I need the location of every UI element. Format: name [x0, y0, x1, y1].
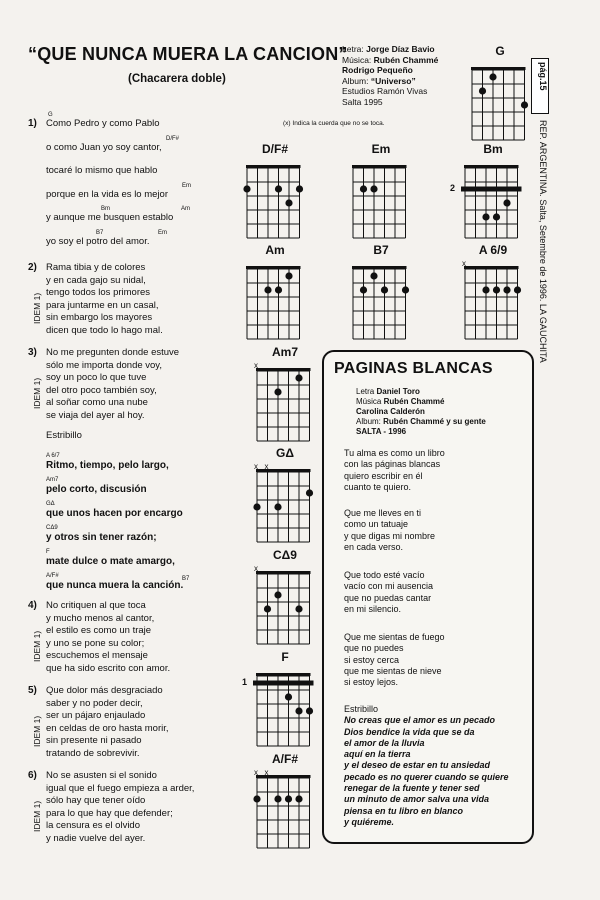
- credit-value: Rodrigo Pequeño: [342, 65, 413, 75]
- chord-name: Am7: [271, 345, 298, 359]
- estribillo-line: Ritmo, tiempo, pelo largo,: [46, 459, 169, 471]
- credit-label: Letra: [356, 387, 375, 396]
- idem-label: IDEM 1): [32, 377, 42, 409]
- chord-grid: [346, 261, 416, 341]
- chord-grid: [240, 160, 310, 240]
- lyric-line: yo soy el potro del amor.: [46, 235, 150, 247]
- chord-dot: [296, 185, 303, 192]
- lyric-line: saber y no poder decir,: [46, 697, 143, 709]
- paginas-blancas-box: [322, 350, 534, 844]
- paginas-line: Que todo esté vacío: [344, 570, 425, 580]
- lyric-line: y nadie vuelve del ayer.: [46, 832, 146, 844]
- chord-marker: Em: [182, 182, 191, 189]
- chord-dot: [493, 213, 500, 220]
- verse-number: 6): [28, 770, 37, 781]
- muted-string-mark: x: [254, 462, 258, 471]
- lyric-line: se viaja del ayer al hoy.: [46, 409, 145, 421]
- credit-label: Música: [356, 397, 382, 406]
- chord-diagram: [450, 142, 528, 242]
- paginas-line: Que me sientas de fuego: [344, 632, 445, 642]
- lyric-line: para juntarme en un casal,: [46, 299, 159, 311]
- chord-grid: [240, 261, 310, 341]
- magazine-strip: REP. ARGENTINA. Salta, Setembre de 1996. LA GAUCHITA: [538, 120, 548, 363]
- chord-dot: [274, 388, 281, 395]
- chord-diagram: [250, 345, 320, 445]
- lyric-line: igual que el fuego empieza a arder,: [46, 782, 195, 794]
- chord-name: F: [281, 650, 289, 664]
- chord-name: D/F#: [261, 142, 288, 156]
- chord-grid: [465, 62, 535, 142]
- chord-marker: B7: [182, 575, 190, 582]
- verse-number: 3): [28, 347, 37, 358]
- chord-dot: [503, 286, 510, 293]
- chord-dot: [381, 286, 388, 293]
- chord-dot: [285, 795, 292, 802]
- chord-dot: [295, 795, 302, 802]
- chord-dot: [482, 213, 489, 220]
- chord-dot: [493, 286, 500, 293]
- estribillo-line: mate dulce o mate amargo,: [46, 555, 175, 567]
- chord-diagram: [458, 243, 528, 343]
- muted-string-mark: x: [254, 768, 258, 777]
- chord-dot: [360, 286, 367, 293]
- chord-dot: [274, 795, 281, 802]
- paginas-title: PAGINAS BLANCAS: [334, 360, 493, 377]
- lyric-line: Rama tibia y de colores: [46, 262, 146, 273]
- chord-dot: [295, 374, 302, 381]
- credit-value: Estudios Ramón Vivas: [342, 86, 428, 96]
- chord-diagram: [250, 752, 320, 852]
- chord-dot: [285, 272, 292, 279]
- paginas-line: Que me lleves en ti: [344, 508, 422, 518]
- chord-diagram: [250, 548, 320, 648]
- credit-value: Jorge Díaz Bavio: [366, 44, 435, 54]
- paginas-estribillo-line: un minuto de amor salva una vida: [344, 794, 490, 805]
- paginas-estribillo-line: aquí en la tierra: [344, 749, 411, 760]
- lyric-line: y en cada gajo su nidal,: [46, 274, 146, 286]
- chord-grid: [250, 770, 320, 850]
- verse-number: 5): [28, 685, 37, 696]
- lyric-line: escuchemos el mensaje: [46, 650, 148, 662]
- lyric-line: tocaré lo mismo que hablo: [46, 165, 158, 176]
- chord-grid: [250, 363, 320, 443]
- lyric-line: soy un poco lo que tuve: [46, 372, 147, 384]
- paginas-line: cuanto te quiero.: [344, 481, 412, 492]
- chord-dot: [295, 707, 302, 714]
- paginas-line: con las páginas blancas: [344, 459, 441, 470]
- chord-marker: Em: [158, 229, 167, 236]
- chord-marker: Am: [181, 206, 190, 212]
- chord-marker: A 6/7: [46, 452, 60, 459]
- idem-label: IDEM 1): [32, 292, 42, 324]
- chord-grid: [250, 566, 320, 646]
- paginas-estribillo-line: piensa en tu libro en blanco: [344, 805, 464, 816]
- chord-diagram: [240, 243, 310, 343]
- chord-diagram: [250, 446, 320, 546]
- muted-string-mark: x: [264, 768, 269, 777]
- chord-diagram: [346, 142, 416, 242]
- paginas-stanza: [344, 570, 433, 615]
- credit-value: Salta 1995: [342, 96, 383, 107]
- paginas-stanza: [344, 632, 445, 688]
- lyric-line: sólo hay que tener oído: [46, 795, 146, 807]
- chord-dot: [479, 87, 486, 94]
- paginas-estribillo-line: el amor de la lluvia: [344, 737, 425, 748]
- credit-value: SALTA - 1996: [356, 427, 407, 436]
- chord-dot: [489, 73, 496, 80]
- lyric-line: del otro poco también soy,: [46, 384, 157, 396]
- chord-dot: [285, 693, 292, 700]
- credit-value: “Universo”: [370, 75, 416, 86]
- chord-marker: GΔ: [46, 500, 55, 507]
- song-credits: [342, 44, 438, 107]
- chord-dot: [306, 707, 313, 714]
- paginas-line: que me sientas de nieve: [344, 665, 442, 676]
- lyric-line: dicen que todo lo hago mal.: [46, 324, 163, 336]
- muted-string-mark: x: [462, 259, 466, 268]
- paginas-line: en cada verso.: [344, 541, 404, 552]
- lyric-line: para lo que hay que defender;: [46, 807, 173, 819]
- estribillo-line: pelo corto, discusión: [46, 483, 147, 495]
- paginas-estribillo-line: renegar de la fuente y tener sed: [344, 783, 480, 794]
- chord-name: A/F#: [271, 752, 298, 766]
- chord-grid: [250, 668, 320, 748]
- lyric-line: tengo todos los primores: [46, 287, 151, 299]
- estribillo-label: Estribillo: [46, 430, 82, 441]
- idem-label: IDEM 1): [32, 800, 42, 832]
- credit-value: Daniel Toro: [376, 387, 420, 396]
- lyric-line: No critiquen al que toca: [46, 600, 146, 611]
- chord-dot: [402, 286, 409, 293]
- idem-label: IDEM 1): [32, 715, 42, 747]
- chord-dot: [264, 605, 271, 612]
- chord-dot: [514, 286, 521, 293]
- paginas-line: como un tatuaje: [344, 519, 409, 530]
- credit-value: Rubén Chammé: [383, 397, 445, 406]
- credit-value: Rubén Chammé: [373, 54, 439, 65]
- credit-label: Letra:: [342, 44, 364, 54]
- lyric-line: que ha sido escrito con amor.: [46, 662, 171, 674]
- estribillo-line: y otros sin tener razón;: [46, 531, 157, 543]
- paginas-estribillo-label: Estribillo: [344, 704, 379, 714]
- barre-fret-number: 2: [450, 183, 456, 193]
- paginas-line: que no puedes: [344, 643, 404, 654]
- chord-name: G: [495, 44, 505, 58]
- paginas-line: que no puedas cantar: [344, 592, 432, 603]
- chord-barre: [253, 681, 314, 686]
- chord-dot: [275, 185, 282, 192]
- verse-number: 2): [28, 262, 37, 273]
- lyric-line: y mucho menos al cantor,: [46, 612, 155, 624]
- barre-fret-number: 1: [242, 677, 248, 687]
- page-number: pág.15: [538, 62, 548, 91]
- paginas-line: en mi silencio.: [344, 603, 402, 614]
- chord-grid: [346, 160, 416, 240]
- chord-dot: [253, 795, 260, 802]
- lyric-line: No me pregunten donde estuve: [46, 347, 180, 358]
- chord-barre: [461, 187, 522, 192]
- chord-dot: [521, 101, 528, 108]
- lyric-line: tratando de sobrevivir.: [46, 747, 140, 759]
- chord-dot: [253, 503, 260, 510]
- paginas-line: si estoy lejos.: [344, 677, 399, 688]
- lyric-line: y aunque me busquen establo: [46, 212, 174, 223]
- chord-marker: G: [48, 112, 53, 118]
- chord-marker: Am7: [46, 476, 59, 483]
- credit-value: Rubén Chammé y su gente: [383, 417, 486, 426]
- chord-dot: [274, 503, 281, 510]
- chord-marker: B7: [96, 229, 104, 236]
- chord-dot: [285, 199, 292, 206]
- chord-dot: [370, 272, 377, 279]
- chord-marker: F: [46, 548, 50, 555]
- paginas-estribillo: [344, 704, 509, 828]
- chord-dot: [370, 185, 377, 192]
- chord-dot: [482, 286, 489, 293]
- chord-marker: Bm: [101, 206, 110, 212]
- chord-diagram: [465, 44, 535, 144]
- lyric-line: y uno se pone su color;: [46, 637, 145, 649]
- chord-dot: [360, 185, 367, 192]
- chord-marker: A/F#: [46, 572, 59, 579]
- credit-label: Album:: [342, 75, 369, 86]
- chord-dot: [306, 489, 313, 496]
- chord-marker: D/F#: [166, 135, 180, 142]
- chord-diagram: [242, 650, 320, 750]
- lyric-line: sólo me importa donde voy,: [46, 359, 162, 371]
- chord-dot: [275, 286, 282, 293]
- lyric-line: al soñar como una nube: [46, 397, 148, 409]
- paginas-stanza: [344, 448, 445, 493]
- muted-string-mark: x: [254, 361, 258, 370]
- lyric-line: porque en la vida es lo mejor: [46, 188, 168, 200]
- muted-string-mark: x: [264, 462, 269, 471]
- paginas-credits: [356, 387, 486, 437]
- chord-name: GΔ: [276, 446, 294, 460]
- paginas-estribillo-line: pecado es no querer cuando se quiere: [344, 771, 509, 782]
- chord-diagram: [346, 243, 416, 343]
- chord-marker: CΔ9: [46, 524, 58, 531]
- paginas-line: quiero escribir en él: [344, 470, 423, 481]
- paginas-line: si estoy cerca: [344, 654, 400, 665]
- chord-dot: [243, 185, 250, 192]
- chord-grid: [250, 464, 320, 544]
- lyric-line: sin presente ni pasado: [46, 735, 142, 747]
- chord-name: B7: [373, 243, 389, 257]
- chord-grid: [458, 261, 528, 341]
- chord-name: CΔ9: [273, 548, 297, 562]
- paginas-estribillo-line: y el deseo de estar en tu ansiedad: [344, 760, 491, 771]
- paginas-estribillo-line: y quiéreme.: [344, 816, 395, 827]
- verse-number: 4): [28, 600, 37, 611]
- song-title: “QUE NUNCA MUERA LA CANCION”: [28, 44, 348, 64]
- chord-grid: [458, 160, 528, 240]
- paginas-stanza: [344, 508, 435, 553]
- lyric-line: Que dolor más desgraciado: [46, 685, 163, 696]
- chord-name: Am: [265, 243, 285, 257]
- chord-dot: [274, 591, 281, 598]
- lyric-line: Como Pedro y como Pablo: [46, 118, 160, 129]
- estribillo-line: que unos hacen por encargo: [46, 507, 183, 519]
- chord-name: Em: [371, 142, 391, 156]
- lyric-line: el estilo es como un traje: [46, 625, 152, 637]
- lyric-line: ser un pájaro enjaulado: [46, 710, 146, 722]
- lyric-line: en celdas de oro hasta morir,: [46, 722, 169, 734]
- lyric-line: la censura es el olvido: [46, 820, 140, 832]
- paginas-line: vacío con mi ausencia: [344, 581, 434, 592]
- credit-label: Album:: [356, 417, 381, 426]
- paginas-estribillo-line: Dios bendice la vida que se da: [344, 726, 475, 737]
- paginas-line: Tu alma es como un libro: [344, 448, 445, 458]
- idem-label: IDEM 1): [32, 630, 42, 662]
- lyric-line: sin embargo los mayores: [46, 312, 153, 324]
- paginas-line: y que digas mi nombre: [344, 530, 436, 541]
- chord-diagram: [240, 142, 310, 242]
- chord-dot: [264, 286, 271, 293]
- estribillo-line: que nunca muera la canción.: [46, 579, 184, 591]
- credit-value: Carolina Calderón: [356, 407, 425, 416]
- chord-name: A 6/9: [478, 243, 508, 257]
- muted-string-mark: x: [254, 564, 258, 573]
- credit-label: Música:: [342, 54, 372, 65]
- song-subtitle: (Chacarera doble): [128, 73, 226, 85]
- paginas-estribillo-line: No creas que el amor es un pecado: [344, 715, 496, 726]
- estribillo: [46, 430, 190, 597]
- lyric-line: o como Juan yo soy cantor,: [46, 141, 162, 153]
- chord-dot: [295, 605, 302, 612]
- chord-name: Bm: [483, 142, 503, 156]
- muted-string-note: (x) Indica la cuerda que no se toca.: [283, 120, 385, 127]
- lyric-line: No se asusten si el sonido: [46, 770, 157, 781]
- verse-number: 1): [28, 118, 37, 129]
- chord-dot: [503, 199, 510, 206]
